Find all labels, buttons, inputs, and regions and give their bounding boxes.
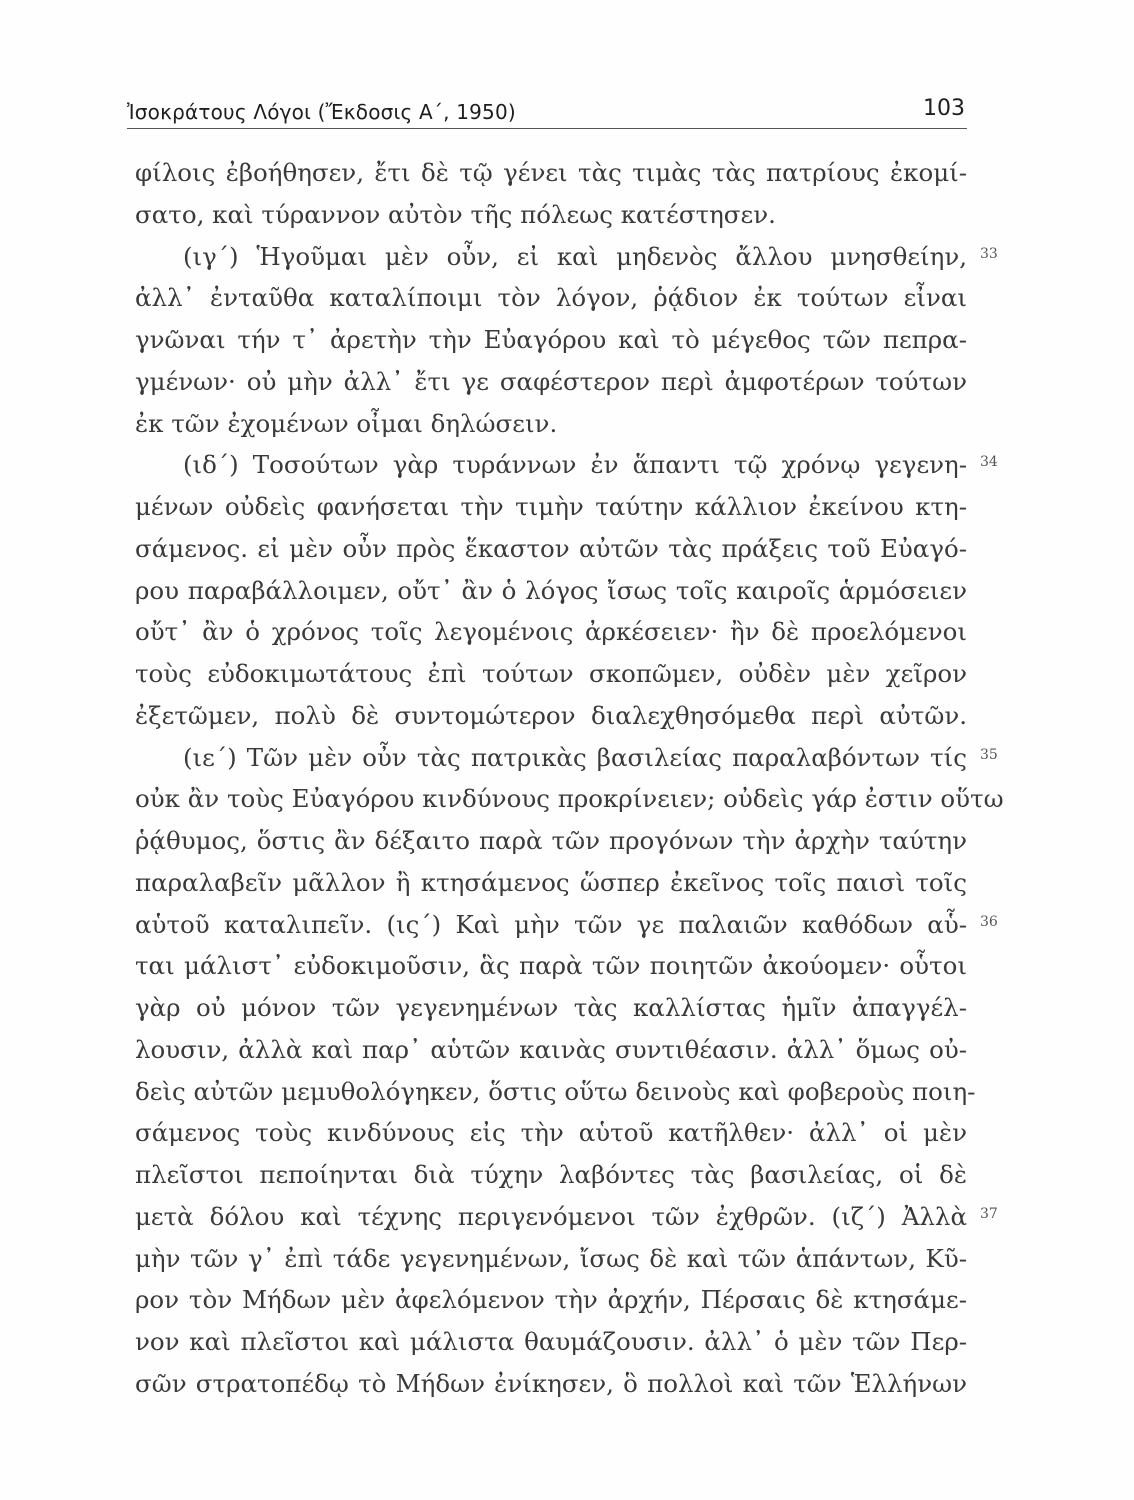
text-line: μὴν τῶν γ᾽ ἐπὶ τάδε γεγενημένων, ἴσως δὲ καὶ τῶν ἁπάντων, Κῦ- xyxy=(135,1243,967,1273)
text-line: μένων οὐδεὶς φανήσεται τὴν τιμὴν ταύτην κάλλιον ἐκείνου κτη- xyxy=(135,492,967,521)
text-line: (ιε΄) Τῶν μὲν οὖν τὰς πατρικὰς βασιλείας παραλαβόντων τίς xyxy=(183,742,967,772)
section-number: 33 xyxy=(980,245,998,262)
text-line: μετὰ δόλου καὶ τέχνης περιγενόμενοι τῶν ἐχθρῶν. (ιζ΄) Ἀλλὰ xyxy=(135,1201,967,1231)
text-line: ἀλλ᾽ ἐνταῦθα καταλίποιμι τὸν λόγον, ῥᾴδιον ἐκ τούτων εἶναι xyxy=(135,283,967,313)
text-line: γμένων· οὐ μὴν ἀλλ᾽ ἔτι γε σαφέστερον περὶ ἀμφοτέρων τούτων xyxy=(135,366,967,396)
text-line: ρον τὸν Μήδων μὲν ἀφελόμενον τὴν ἀρχήν, Πέρσαις δὲ κτησάμε- xyxy=(135,1285,967,1315)
page-number: 103 xyxy=(923,96,965,121)
text-line: ται μάλιστ᾽ εὐδοκιμοῦσιν, ἃς παρὰ τῶν ποιητῶν ἀκούομεν· οὗτοι xyxy=(135,951,967,981)
running-title: Ἰσοκράτους Λόγοι (Ἔκδοσις Α΄, 1950) xyxy=(127,100,516,124)
text-line: νον καὶ πλεῖστοι καὶ μάλιστα θαυμάζουσιν. ἀλλ᾽ ὁ μὲν τῶν Περ- xyxy=(135,1327,967,1356)
text-line: ῥᾴθυμος, ὅστις ἂν δέξαιτο παρὰ τῶν προγόνων τὴν ἀρχὴν ταύτην xyxy=(135,826,967,855)
section-number: 36 xyxy=(980,913,998,930)
text-line: γὰρ οὐ μόνον τῶν γεγενημένων τὰς καλλίστας ἡμῖν ἀπαγγέλ- xyxy=(135,993,967,1022)
text-line: πλεῖστοι πεποίηνται διὰ τύχην λαβόντες τὰς βασιλείας, οἱ δὲ xyxy=(135,1160,967,1189)
text-line: οὔτ᾽ ἂν ὁ χρόνος τοῖς λεγομένοις ἀρκέσειεν· ἢν δὲ προελόμενοι xyxy=(135,617,967,647)
text-line: λουσιν, ἀλλὰ καὶ παρ᾽ αὑτῶν καινὰς συντιθέασιν. ἀλλ᾽ ὅμως οὐ- xyxy=(135,1034,967,1064)
text-line: (ιδ΄) Τοσούτων γὰρ τυράννων ἐν ἅπαντι τῷ χρόνῳ γεγενη- xyxy=(183,450,967,480)
section-number: 37 xyxy=(980,1205,998,1222)
text-line: σάμενος. εἰ μὲν οὖν πρὸς ἕκαστον αὐτῶν τὰς πράξεις τοῦ Εὐαγό- xyxy=(135,533,967,563)
text-line: αὑτοῦ καταλιπεῖν. (ις΄) Καὶ μὴν τῶν γε παλαιῶν καθόδων αὗ- xyxy=(135,909,967,939)
text-line: ρου παραβάλλοιμεν, οὔτ᾽ ἂν ὁ λόγος ἴσως τοῖς καιροῖς ἁρμόσειεν xyxy=(135,575,967,605)
text-line: σατο, καὶ τύραννον αὐτὸν τῆς πόλεως κατέστησεν. xyxy=(135,199,776,229)
text-line: τοὺς εὐδοκιμωτάτους ἐπὶ τούτων σκοπῶμεν, οὐδὲν μὲν χεῖρον xyxy=(135,659,967,688)
text-line: ἐξετῶμεν, πολὺ δὲ συντομώτερον διαλεχθησόμεθα περὶ αὐτῶν. xyxy=(135,700,967,730)
text-line: (ιγ΄) Ἡγοῦμαι μὲν οὖν, εἰ καὶ μηδενὸς ἄλλου μνησθείην, xyxy=(183,241,967,271)
text-line: ἐκ τῶν ἐχομένων οἶμαι δηλώσειν. xyxy=(135,408,558,438)
text-line: φίλοις ἐβοήθησεν, ἔτι δὲ τῷ γένει τὰς τιμὰς τὰς πατρίους ἐκομί- xyxy=(135,158,967,187)
text-line: σῶν στρατοπέδῳ τὸ Μήδων ἐνίκησεν, ὃ πολλοὶ καὶ τῶν Ἑλλήνων xyxy=(135,1368,967,1398)
text-line: δεὶς αὐτῶν μεμυθολόγηκεν, ὅστις οὕτω δεινοὺς καὶ φοβεροὺς ποιη- xyxy=(135,1076,976,1106)
running-header xyxy=(127,92,967,129)
section-number: 35 xyxy=(980,746,998,763)
section-number: 34 xyxy=(980,454,998,471)
text-line: σάμενος τοὺς κινδύνους εἰς τὴν αὑτοῦ κατῆλθεν· ἀλλ᾽ οἱ μὲν xyxy=(135,1118,967,1148)
text-line: οὐκ ἂν τοὺς Εὐαγόρου κινδύνους προκρίνειεν; οὐδεὶς γάρ ἐστιν οὕτω xyxy=(135,784,1004,814)
text-line: παραλαβεῖν μᾶλλον ἢ κτησάμενος ὥσπερ ἐκεῖνος τοῖς παισὶ τοῖς xyxy=(135,867,967,897)
text-line: γνῶναι τήν τ᾽ ἀρετὴν τὴν Εὐαγόρου καὶ τὸ μέγεθος τῶν πεπρα- xyxy=(135,325,967,354)
